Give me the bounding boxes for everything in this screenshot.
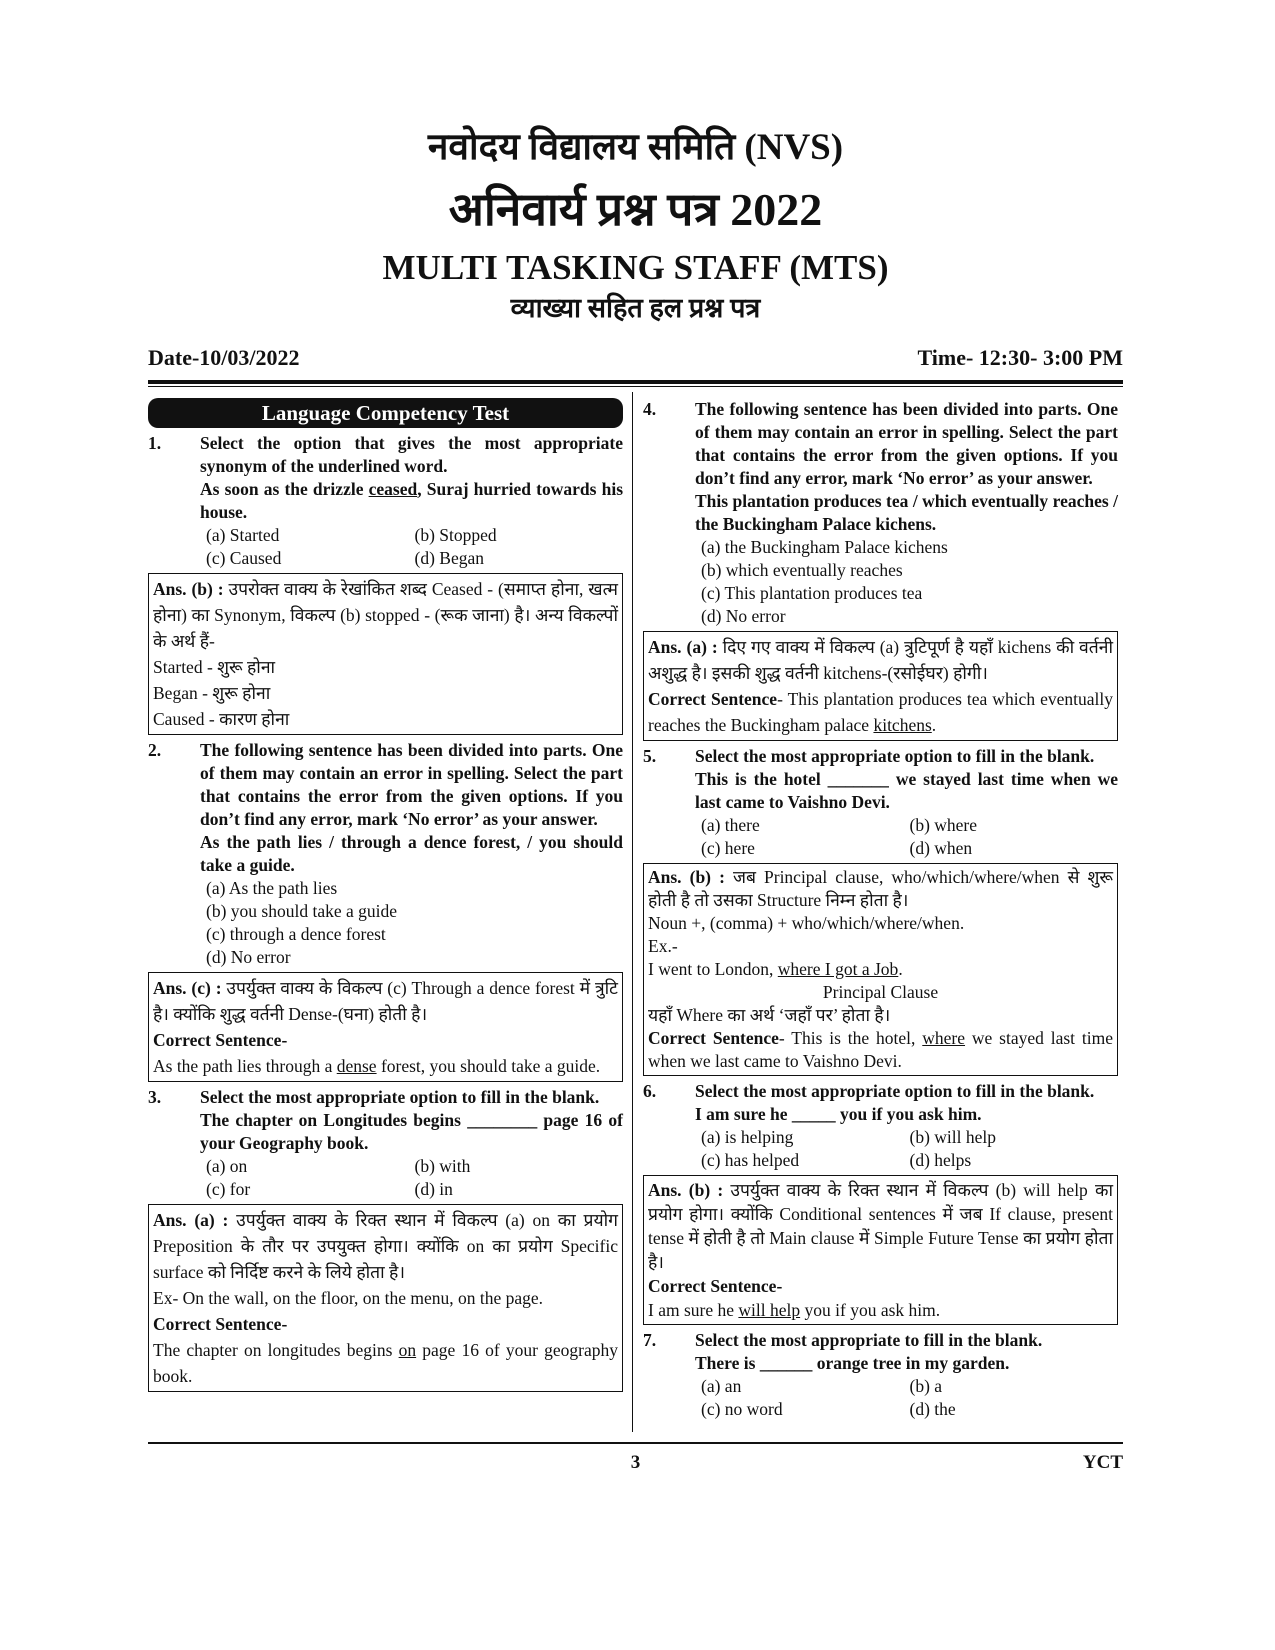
option-b: (b) you should take a guide [206,901,397,921]
question-2 [148,739,623,877]
answer-box-6 [643,1175,1118,1325]
options [643,1375,1118,1421]
correct-sentence [648,686,1113,738]
option-c: (c) Caused [206,548,282,568]
sentence-part: - This is the hotel, [778,1028,923,1048]
question-number: 3. [148,1087,162,1107]
question-sentence: I am sure he _____ you if you ask him. [695,1104,982,1124]
question-text: The following sentence has been divided into parts. One of them may contain an error in spelling. Select the part that contains the error from the given options. If you don’t find any error, mark ‘No error’ as your answer. [200,740,623,829]
answer-line: यहाँ Where का अर्थ ‘जहाँ पर’ होता है। [648,1005,891,1025]
answer-label: Ans. (a) : [648,637,718,657]
options [643,814,1118,860]
clause-label: Principal Clause [822,982,939,1002]
header-organization: नवोदय विद्यालय समिति (NVS) [427,127,844,168]
option-a: (a) is helping [701,1127,794,1147]
question-sentence: There is ______ orange tree in my garden. [695,1353,1010,1373]
options [148,524,623,570]
sentence-part: . [931,715,937,735]
correct-sentence-label: Correct Sentence [648,1028,779,1048]
option-a: (a) on [206,1156,248,1176]
sentence-part: we stayed last time when we last came to Vaishno Devi. [648,1028,1113,1071]
question-number: 7. [643,1330,657,1350]
question-text: Select the most appropriate option to fill in the blank. [695,1081,1095,1101]
option-c: (c) This plantation produces tea [701,583,923,603]
answer-text: दिए गए वाक्य में विकल्प (a) त्रुटिपूर्ण है यहाँ kichens की वर्तनी अशुद्ध है। इसकी शुद्ध वर्तनी kitchens-(रसोईघर) होगी। [648,637,1113,683]
question-7 [643,1329,1118,1375]
answer-text: उपर्युक्त वाक्य के रिक्त स्थान में विकल्प (b) will help का प्रयोग होगा। क्योंकि Conditional sentences में जब If clause, present tense में होती है तो Main clause में Simple Future Tense का प्रयोग होता है। [648,1180,1113,1272]
option-b: (b) a [909,1376,943,1396]
question-text: Select the most appropriate option to fill in the blank. [200,1087,600,1107]
header-paper-title: अनिवार्य प्रश्न पत्र 2022 [448,184,823,235]
option-a: (a) the Buckingham Palace kichens [701,537,948,557]
answer-line: Began - शुरू होना [153,683,271,703]
question-number: 1. [148,433,162,453]
correct-sentence [153,1053,618,1079]
correct-sentence-label: Correct Sentence- [153,1030,288,1050]
sentence-part: I am sure he [648,1300,739,1320]
answer-line: Started - शुरू होना [153,657,276,677]
answer-box-1 [148,573,623,735]
answer-box-2 [148,972,623,1082]
sentence-part: you if you ask him. [800,1300,941,1320]
question-sentence: As the path lies / through a dence forest, / you should take a guide. [200,832,623,875]
sentence-part: - This plantation produces tea which eventually reaches the Buckingham palace [648,689,1113,735]
correct-sentence [153,1337,618,1389]
option-d: (d) Began [414,548,484,568]
footer-rule [148,1442,1123,1444]
answer-box-3 [148,1204,623,1392]
question-1 [148,432,623,524]
question-number: 5. [643,746,657,766]
correct-sentence [648,1298,1113,1322]
right-column [643,398,1118,1421]
answer-label: Ans. (b) : [153,579,224,599]
options [148,1155,623,1201]
answer-line: Ex.- [648,936,678,956]
option-a: (a) As the path lies [206,878,338,898]
answer-label: Ans. (c) : [153,978,222,998]
option-d: (d) No error [206,947,291,967]
question-3 [148,1086,623,1155]
option-a: (a) Started [206,525,280,545]
option-c: (c) for [206,1179,251,1199]
correct-sentence [648,1027,1113,1073]
question-text: The following sentence has been divided into parts. One of them may contain an error in spelling. Select the part that contains the error from the given options. If you don’t find any error, mark ‘No error’ as your answer. [695,399,1118,488]
underlined-word: on [398,1340,417,1360]
underlined-word: ceased [368,479,418,499]
section-title: Language Competency Test [148,398,623,428]
answer-label: Ans. (b) : [648,867,725,887]
underlined-word: where [922,1028,966,1048]
question-text: Select the option that gives the most appropriate synonym of the underlined word. [200,433,623,476]
answer-text: जब Principal clause, who/which/where/when से शुरू होती है तो उसका Structure निम्न होता है। [648,867,1114,910]
option-d: (d) when [909,838,973,858]
sentence-part: page 16 of your geography book. [153,1340,618,1386]
question-sentence: The chapter on Longitudes begins ________ page 16 of your Geography book. [200,1110,623,1153]
underlined-word: dense [336,1056,377,1076]
option-b: (b) with [414,1156,471,1176]
option-c: (c) has helped [701,1150,800,1170]
answer-text: उपरोक्त वाक्य के रेखांकित शब्द Ceased - (समाप्त होना, खत्म होना) का Synonym, विकल्प (b) stopped - (रूक जाना) है। अन्य विकल्पों के अर्थ हैं- [153,579,618,651]
answer-text: उपर्युक्त वाक्य के विकल्प (c) Through a dence forest में त्रुटि है। क्योंकि शुद्ध वर्तनी Dense-(घना) होती है। [153,978,618,1024]
option-c: (c) no word [701,1399,783,1419]
publisher-brand: YCT [1082,1452,1123,1473]
options [148,877,623,969]
exam-time: Time- 12:30- 3:00 PM [917,345,1123,370]
answer-line: Caused - कारण होना [153,709,290,729]
sentence-part: , Suraj hurried towards his house. [200,479,624,522]
exam-page [148,0,1123,1650]
column-divider [632,392,633,1432]
question-6 [643,1080,1118,1126]
option-d: (d) No error [701,606,786,626]
option-b: (b) Stopped [414,525,497,545]
question-number: 4. [643,399,657,419]
underlined-word: will help [738,1300,801,1320]
header-post-title: MULTI TASKING STAFF (MTS) [382,248,889,287]
answer-label: Ans. (a) : [153,1210,229,1230]
exam-date: Date-10/03/2022 [148,345,300,370]
option-d: (d) the [909,1399,956,1419]
answer-box-5 [643,863,1118,1076]
option-d: (d) in [414,1179,453,1199]
left-column [148,398,623,1396]
question-4 [643,398,1118,536]
answer-box-4 [643,631,1118,741]
header-rule-thin [148,386,1123,387]
question-text: Select the most appropriate option to fill in the blank. [695,746,1095,766]
question-number: 2. [148,740,162,760]
sentence-part: As soon as the drizzle [200,479,369,499]
option-c: (c) through a dence forest [206,924,386,944]
option-b: (b) will help [909,1127,997,1147]
answer-text: उपर्युक्त वाक्य के रिक्त स्थान में विकल्प (a) on का प्रयोग Preposition के तौर पर उपयुक्त होगा। क्योंकि on का प्रयोग Specific surface को निर्दिष्ट करने के लिये होता है। [153,1210,619,1282]
option-c: (c) here [701,838,755,858]
sentence-part: I went to London, [648,959,778,979]
header-subtitle: व्याख्या सहित हल प्रश्न पत्र [510,293,761,323]
answer-label: Ans. (b) : [648,1180,724,1200]
option-d: (d) helps [909,1150,972,1170]
options [643,1126,1118,1172]
underlined-word: kitchens [873,715,932,735]
correct-sentence-label: Correct Sentence- [648,1276,783,1296]
sentence-part: As the path lies through a [153,1056,337,1076]
question-5 [643,745,1118,814]
sentence-part: . [898,959,903,979]
question-sentence [200,478,623,524]
question-text: Select the most appropriate to fill in the blank. [695,1330,1043,1350]
option-a: (a) an [701,1376,742,1396]
question-sentence: This is the hotel _______ we stayed last time when we last came to Vaishno Devi. [695,769,1118,812]
question-sentence: This plantation produces tea / which eventually reaches / the Buckingham Palace kichens. [695,491,1118,534]
correct-sentence-label: Correct Sentence [648,689,778,709]
answer-line: Noun +, (comma) + who/which/where/when. [648,913,965,933]
option-b: (b) which eventually reaches [701,560,903,580]
options [643,536,1118,628]
sentence-part: forest, you should take a guide. [376,1056,601,1076]
page-number: 3 [630,1452,641,1473]
option-a: (a) there [701,815,760,835]
answer-example [648,958,1113,981]
header-rule-thick [148,380,1123,384]
correct-sentence-label: Correct Sentence- [153,1314,288,1334]
answer-example: Ex- On the wall, on the floor, on the menu, on the page. [153,1288,544,1308]
option-b: (b) where [909,815,978,835]
sentence-part: The chapter on longitudes begins [153,1340,399,1360]
underlined-clause: where I got a Job [777,959,899,979]
question-number: 6. [643,1081,657,1101]
